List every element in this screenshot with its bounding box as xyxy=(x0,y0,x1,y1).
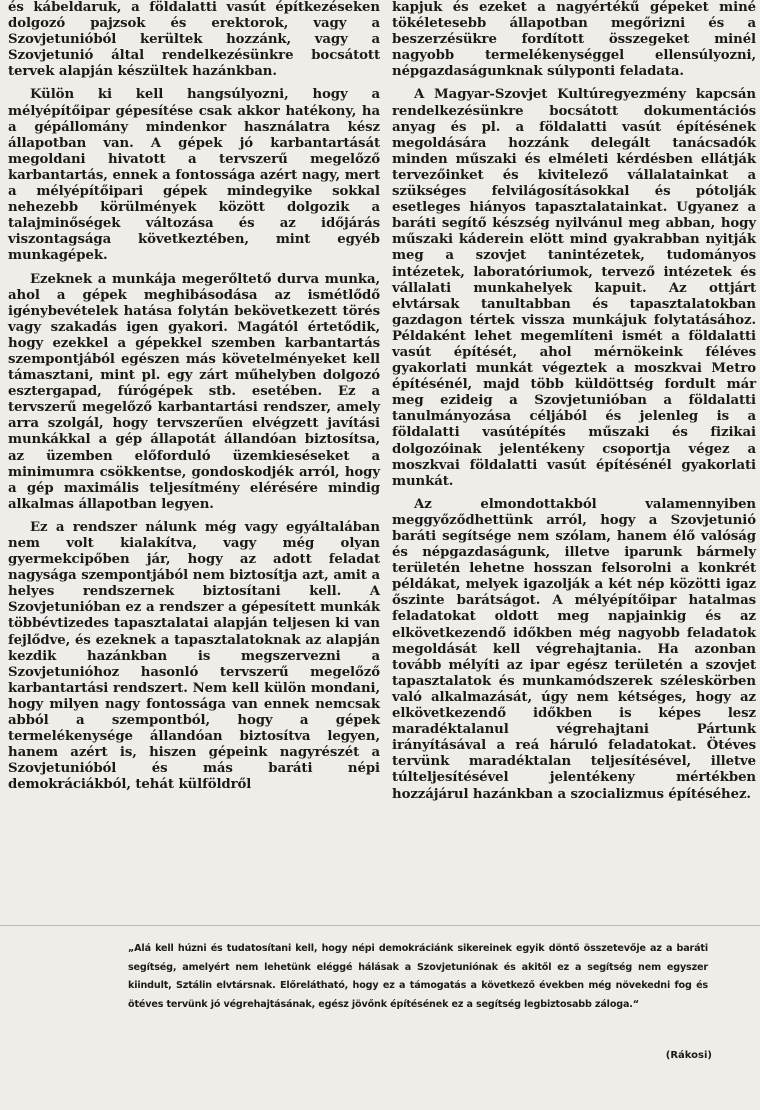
quote-box xyxy=(0,925,760,1110)
paragraph: Külön ki kell hangsúlyozni, hogy a mélyépítőipar gépesítése csak akkor hatékony, ha a gépállomány mindenkor használatra kész állapotban van. A gépek jó karbantartását megoldani hivatott a tervszerű megelőző karbantartás, ennek a fontossága azért nagy, mert a mélyépítőipari gépek mindegyike sokkal nehezebb körülmények között dolgozik a talajminőségek változása és az időjárás viszontagsága következtében, mint egyéb munkagépek. xyxy=(8,87,380,264)
right-column xyxy=(392,0,756,810)
left-column xyxy=(8,0,380,801)
quote-text: „Alá kell húzni és tudatosítani kell, hogy népi demokráciánk sikereinek egyik döntő összetevője az a baráti segítség, amelyért nem lehetünk eléggé hálásak a Szovjetuniónak és akitől ez a segítség nem egyszer kiindult, Sztálin elvtársnak. Előrelátható, hogy ez a támogatás a következő években még növekedni fog és ötéves tervünk jó végrehajtásának, egész jövőnk építésének ez a segítség legbiztosabb záloga.“ xyxy=(128,943,708,1010)
paragraph: Ezeknek a munkája megerőltető durva munka, ahol a gépek meghibásodása az ismétlődő igénybevételek hatása folytán bekövetkezett törés vagy szakadás igen gyakori. Magától értetődik, hogy ezekkel a gépekkel szemben karbantartás szempontjából egészen más követelményeket kell támasztani, mint pl. egy zárt műhelyben dolgozó esztergapad, fúrógépek stb. esetében. Ez a tervszerű megelőző karbantartási rendszer, amely arra szolgál, hogy tervszerűen elvégzett javítási munkákkal a gép állapotát állandóan biztosítsa, az üzemben előforduló üzemkieséseket a minimumra csökkentse, gondoskodjék arról, hogy a gép maximális teljesítmény elérésére mindig alkalmas állapotban legyen. xyxy=(8,271,380,512)
paragraph: és kábeldaruk, a földalatti vasút építkezéseken dolgozó pajzsok és erektorok, vagy a Szovjetunióból kerültek hozzánk, vagy a Szovjetunió által rendelkezésünkre bocsátott tervek alapján készültek hazánkban. xyxy=(8,0,380,80)
paragraph: Ez a rendszer nálunk még vagy egyáltalában nem volt kialakítva, vagy még olyan gyermekcipőben jár, hogy az adott feladat nagysága szempontjából nem biztosítja azt, amit a helyes rendszernek biztosítani kell. A Szovjetunióban ez a rendszer a gépesített munkák többévtizedes tapasztalatai alapján teljesen ki van fejlődve, és ezeknek a tapasztalatoknak az alapján kezdik hazánkban is megszervezni a Szovjetunióhoz hasonló tervszerű megelőző karbantartási rendszert. Nem kell külön mondani, hogy milyen nagy fontossága van ennek nemcsak abból a szempontból, hogy a gépek termelékenysége állandóan biztosítva legyen, hanem azért is, hiszen gépeink nagyrészét a Szovjetunióból és más baráti népi demokráciákból, tehát külföldről xyxy=(8,519,380,793)
paragraph: Az elmondottakból valamennyiben meggyőződhettünk arról, hogy a Szovjetunió baráti segítsége nem szólam, hanem élő valóság és népgazdaságunk, illetve iparunk bármely területén lehetne hosszan felsorolni a konkrét példákat, melyek igazolják a két nép közötti igaz őszinte barátságot. A mélyépítőipar hatalmas feladatokat oldott meg napjainkig és az elkövetkezendő időkben még nagyobb feladatok megoldását kell végrehajtania. Ha azonban tovább mélyíti az ipar egész területén a szovjet tapasztalatok és munkamódszerek széleskörben való alkalmazását, úgy nem kétséges, hogy az elkövetkezendő időkben is képes lesz maradéktalanul végrehajtani Pártunk irányításával a reá háruló feladatokat. Ötéves tervünk maradéktalan teljesítésével, illetve túlteljesítésével jelentékeny mértékben hozzájárul hazánkban a szocializmus építéséhez. xyxy=(392,496,756,802)
quote-author: (Rákosi) xyxy=(665,1050,712,1061)
paragraph: A Magyar-Szovjet Kultúregyezmény kapcsán rendelkezésünkre bocsátott dokumentációs anyag és pl. a földalatti vasút építésének megoldására hozzánk delegált tanácsadók minden műszaki és elméleti kérdésben ellátják tervezőinket és kivitelező vállalatainkat a szükséges felvilágosításokkal és pótolják esetleges hiányos tapasztalatainkat. Ugyanez a baráti segítő készség nyilvánul meg abban, hogy műszaki káderein elött mind gyakrabban nyitják meg a szovjet tanintézetek, tudományos intézetek, laboratóriumok, tervező intézetek és vállalati munkahelyek kapuit. Az ottjárt elvtársak tanultabban és tapasztalatokban gazdagon tértek vissza munkájuk folytatásához. Példaként lehet megemlíteni ismét a földalatti vasút építését, ahol mérnökeink féléves gyakorlati munkát végeztek a moszkvai Metro építésénél, majd több küldöttség fordult már meg ezideig a Szovjetunióban a földalatti tanulmányozása céljából és jelenleg is a földalatti vasútépítés műszaki és fizikai dolgozóinak jelentékeny csoportja végez a moszkvai földalatti vasút építésénél gyakorlati munkát. xyxy=(392,87,756,489)
paragraph: kapjuk és ezeket a nagyértékű gépeket miné tökéletesebb állapotban megőrizni és a beszerzésükre fordított összegeket minél nagyobb termelékenységgel ellensúlyozni, népgazdaságunknak súlyponti feladata. xyxy=(392,0,756,80)
